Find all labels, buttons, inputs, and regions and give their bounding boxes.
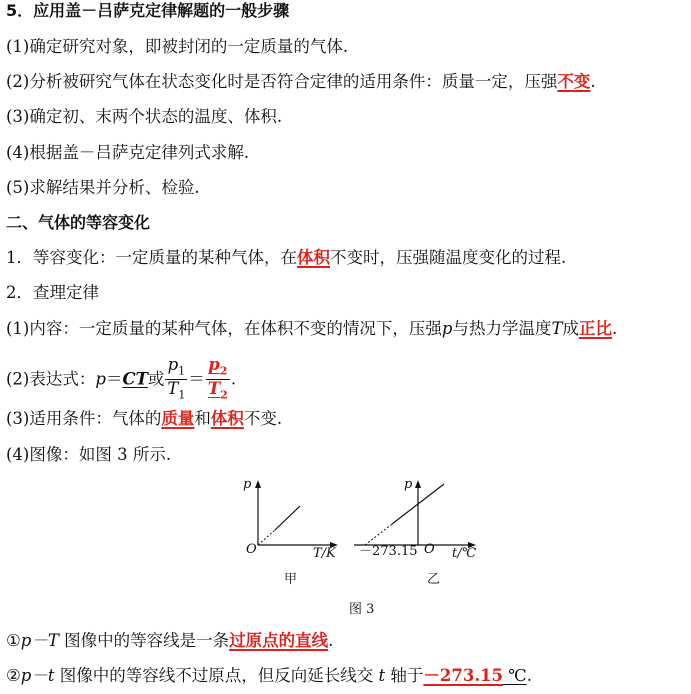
expr-equals: ＝: [105, 369, 123, 389]
note-1-marker: ①: [6, 631, 21, 650]
step-2-end: .: [590, 72, 596, 91]
frac-p2-sub: 2: [219, 364, 228, 378]
pT-dashed-segment: [258, 530, 275, 545]
pt-y-label: p: [404, 477, 413, 492]
step-1-text: (1)确定研究对象，即被封闭的一定质量的气体.: [6, 37, 349, 56]
note-2-text: 图像中的等容线不过原点，但反向延长线交: [54, 666, 374, 685]
expr-equals-2: ＝: [188, 369, 205, 389]
expr-or: 或: [147, 369, 165, 389]
answer-line-through-origin: 过原点的直线: [229, 631, 329, 650]
answer-CT: CT: [122, 369, 148, 389]
answer-mass: 质量: [161, 409, 195, 428]
expr-p: p: [95, 369, 106, 389]
content-mid: 与热力学温度: [452, 319, 552, 338]
conditions-prefix: (3)适用条件：气体的: [6, 409, 162, 428]
definition-suffix: 不变时，压强随温度变化的过程.: [330, 248, 567, 267]
conditions-and: 和: [194, 409, 211, 428]
note-2-t-axis: t: [373, 666, 391, 685]
step-4-text: (4)根据盖－吕萨克定律列式求解.: [6, 143, 250, 162]
graph-intro: (4)图像：如图 3 所示.: [6, 445, 172, 464]
answer-absolute-zero: －273.15: [423, 666, 504, 685]
frac-T1: T: [167, 379, 179, 399]
answer-volume-2: 体积: [210, 409, 244, 428]
section-isochoric-heading: 二、气体的等容变化: [6, 213, 151, 232]
symbol-p: p: [441, 319, 453, 338]
definition-prefix: 1．等容变化：一定质量的某种气体，在: [6, 248, 297, 267]
content-prefix: (1)内容：一定质量的某种气体，在体积不变的情况下，压强: [6, 319, 442, 338]
pt-origin: O: [424, 542, 435, 557]
step-3-text: (3)确定初、末两个状态的温度、体积.: [6, 107, 283, 126]
conditions-suffix: 不变.: [243, 409, 283, 428]
graph-pT: [243, 477, 338, 587]
pT-isochore-line: [275, 506, 300, 530]
frac-p1-sub: 1: [178, 364, 186, 378]
pT-origin: O: [246, 542, 257, 557]
note-2-unit: ℃: [503, 666, 527, 685]
pt-y-arrow: [415, 480, 421, 488]
expr-end: .: [230, 369, 237, 389]
pT-y-arrow: [255, 480, 261, 488]
frac-T2: T: [207, 379, 221, 399]
answer-proportional: 正比: [578, 319, 612, 338]
answer-volume: 体积: [297, 248, 330, 267]
note-2: [6, 665, 532, 687]
note-2-end: .: [526, 666, 532, 685]
content-end: .: [611, 319, 618, 338]
note-1-end: .: [328, 631, 334, 650]
frac-T1-sub: 1: [178, 388, 186, 402]
symbol-T: T: [551, 319, 563, 338]
content-cheng: 成: [562, 319, 579, 338]
pt-x-label: t/℃: [452, 546, 477, 561]
pt-caption: 乙: [427, 572, 441, 587]
note-2-pt: p－t: [20, 666, 55, 685]
note-1: [6, 630, 333, 652]
step-2-prefix: (2)分析被研究气体在状态变化时是否符合定律的适用条件：质量一定，压强: [6, 72, 558, 91]
note-2-axis-text: 轴于: [390, 666, 424, 685]
charles-law-heading: 2．查理定律: [6, 283, 99, 302]
note-1-pT: p－T: [20, 631, 59, 650]
frac-p2: p: [208, 355, 220, 374]
frac-p1: p: [167, 355, 179, 374]
pT-x-label: T/K: [313, 546, 336, 561]
pt-x-intercept: －273.15: [359, 544, 418, 559]
pT-y-label: p: [243, 477, 252, 492]
note-2-marker: ②: [6, 666, 21, 685]
pT-caption: 甲: [284, 572, 298, 587]
answer-pressure-constant: 不变: [557, 72, 591, 91]
section-step-heading: 5．应用盖－吕萨克定律解题的一般步骤: [6, 1, 290, 20]
note-1-text: 图像中的等容线是一条: [58, 631, 230, 650]
figure-caption: 图 3: [349, 602, 375, 617]
expression-prefix: (2)表达式：: [6, 369, 96, 389]
graph-pt: [354, 477, 477, 587]
step-5-text: (5)求解结果并分析、检验.: [6, 178, 200, 197]
frac-T2-sub: 2: [220, 388, 228, 402]
pt-dashed-extension: [365, 524, 392, 545]
